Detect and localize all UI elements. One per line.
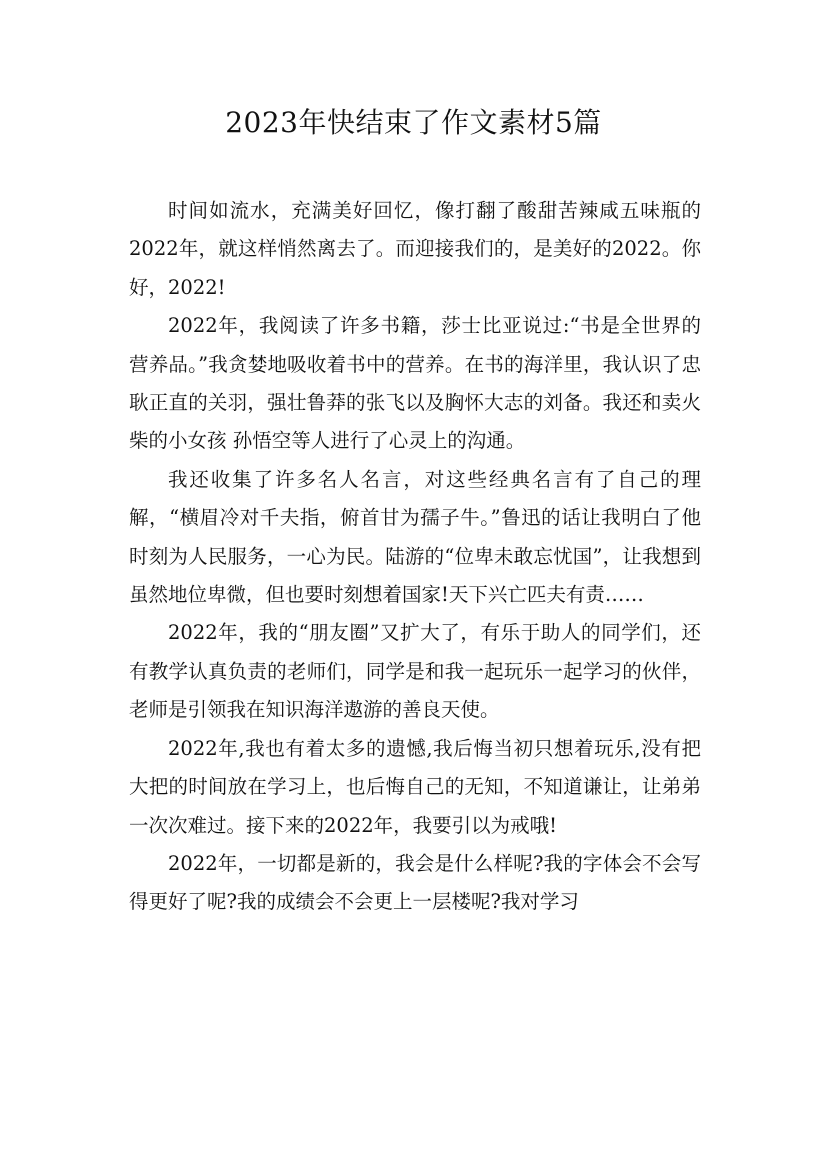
paragraph: 2022年，我阅读了许多书籍，莎士比亚说过:“书是全世界的营养品。”我贪婪地吸收着书中的营养。在书的海洋里，我认识了忠耿正直的关羽，强壮鲁莽的张飞以及胸怀大志的刘备。我还和卖火柴的小女孩 孙悟空等人进行了心灵上的沟通。 [129, 314, 701, 453]
paragraph: 我还收集了许多名人名言，对这些经典名言有了自己的理解，“横眉冷对千夫指，俯首甘为孺子牛。”鲁迅的话让我明白了他时刻为人民服务，一心为民。陆游的“位卑未敢忘忧国”，让我想到虽然地位卑微，但也要时刻想着国家!天下兴亡匹夫有责…… [129, 467, 701, 607]
paragraph: 2022年,我也有着太多的遗憾,我后悔当初只想着玩乐,没有把大把的时间放在学习上，也后悔自己的无知，不知道谦让，让弟弟一次次难过。接下来的2022年，我要引以为戒哦! [129, 736, 701, 837]
document-body [129, 192, 701, 922]
paragraph: 时间如流水，充满美好回忆，像打翻了酸甜苦辣咸五味瓶的2022年，就这样悄然离去了。而迎接我们的，是美好的2022。你好，2022! [129, 199, 701, 299]
paragraph: 2022年，一切都是新的，我会是什么样呢?我的字体会不会写得更好了呢?我的成绩会不会更上一层楼呢?我对学习 [129, 851, 701, 914]
document-title: 2023年快结束了作文素材5篇 [225, 106, 602, 139]
paragraph: 2022年，我的“朋友圈”又扩大了，有乐于助人的同学们，还有教学认真负责的老师们，同学是和我一起玩乐一起学习的伙伴，老师是引领我在知识海洋遨游的善良天使。 [129, 621, 701, 722]
